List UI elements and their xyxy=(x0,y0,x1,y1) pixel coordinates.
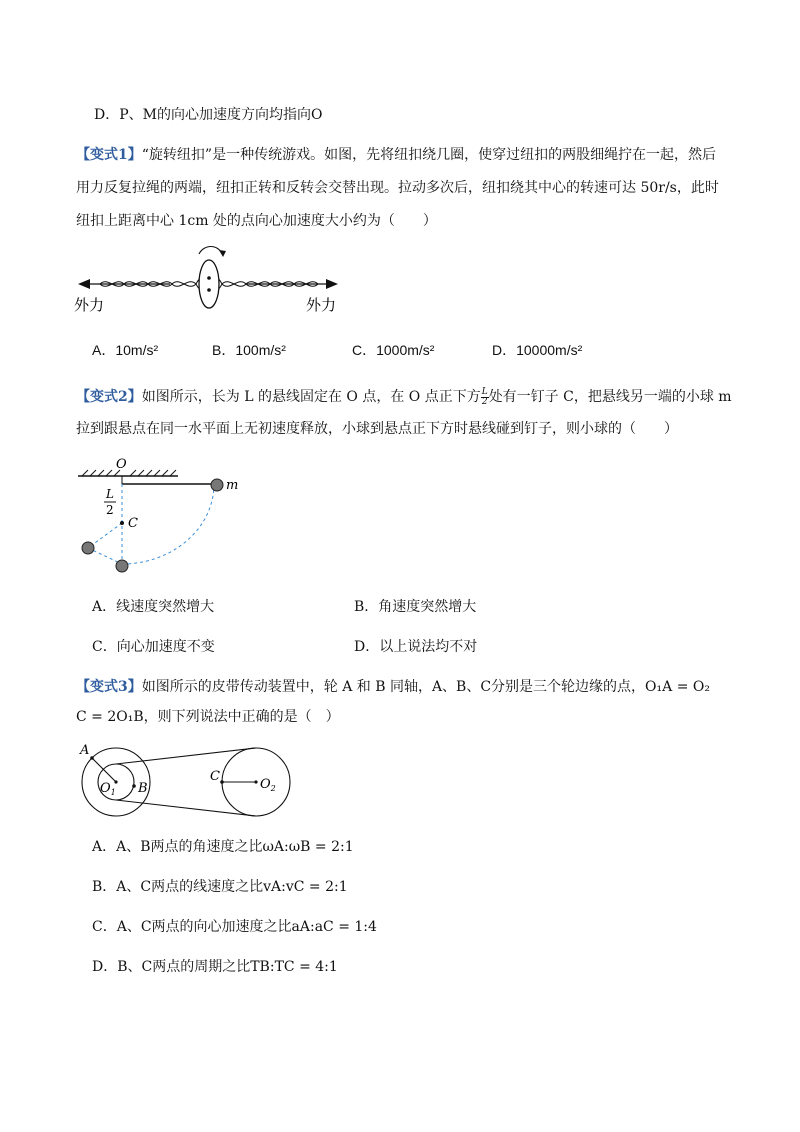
variant-2-text-1a: 如图所示，长为 L 的悬线固定在 O 点，在 O 点正下方 xyxy=(141,389,481,405)
v3-option-c: C．A、C两点的向心加速度之比aA:aC = 1:4 xyxy=(92,919,377,935)
label-o1: $O_1$ xyxy=(100,781,116,797)
variant-2-line-2: 拉到跟悬点在同一水平面上无初速度释放，小球到悬点正下方时悬线碰到钉子，则小球的（ ） xyxy=(76,421,678,437)
variant-2-tag: 【变式2】 xyxy=(76,389,142,405)
v2-option-a: A．线速度突然增大 xyxy=(92,599,215,615)
v1-option-d: D．10000m/s² xyxy=(492,342,583,358)
v1-option-a: A．10m/s² xyxy=(92,342,159,358)
label-o2: $O_2$ xyxy=(260,777,276,793)
variant-3-line-1 xyxy=(76,676,710,696)
v3-option-b: B．A、C两点的线速度之比vA:vC = 2:1 xyxy=(92,879,348,895)
label-c3: C xyxy=(210,769,220,784)
label-c: C xyxy=(128,516,138,531)
label-o: O xyxy=(116,457,127,472)
variant-1-tag: 【变式1】 xyxy=(76,147,142,163)
variant-3-line-2: C = 2O₁B，则下列说法中正确的是（ ） xyxy=(76,709,340,725)
fraction-l-over-2: $\frac{L}{2}$ xyxy=(481,386,488,407)
v3-option-a: A．A、B两点的角速度之比ωA:ωB = 2:1 xyxy=(92,839,354,855)
v2-option-b: B．角速度突然增大 xyxy=(354,599,477,615)
variant-2-text-1b: 处有一钉子 C，把悬线另一端的小球 m xyxy=(488,389,732,405)
v3-option-d: D．B、C两点的周期之比TB:TC = 4:1 xyxy=(92,959,338,975)
v2-option-c: C．向心加速度不变 xyxy=(92,639,215,655)
variant-1-line-3: 纽扣上距离中心 1cm 处的点向心加速度大小约为（ ） xyxy=(76,213,437,229)
variant-1-line-2: 用力反复拉绳的两端，纽扣正转和反转会交替出现。拉动多次后，纽扣绕其中心的转速可达 50r/s，此时 xyxy=(76,180,719,196)
v1-option-c: C．1000m/s² xyxy=(352,342,435,358)
label-b: B xyxy=(138,781,148,796)
label-2: 2 xyxy=(106,503,114,517)
option-d-prev: D．P、M的向心加速度方向均指向O xyxy=(94,107,323,123)
v1-option-b: B．100m/s² xyxy=(212,342,286,358)
force-label-right: 外力 xyxy=(306,296,337,314)
belt-drive-figure xyxy=(76,738,300,818)
variant-3-tag: 【变式3】 xyxy=(76,679,142,695)
label-a: A xyxy=(80,743,90,758)
v2-option-d: D．以上说法均不对 xyxy=(354,639,478,655)
variant-1-text-1: “旋转纽扣”是一种传统游戏。如图，先将纽扣绕几圈，使穿过纽扣的两股细绳拧在一起，然后 xyxy=(141,147,717,163)
button-spin-figure xyxy=(70,238,360,318)
variant-1-line-1 xyxy=(76,144,716,164)
variant-2-line-1 xyxy=(76,386,732,407)
pendulum-figure xyxy=(72,452,262,582)
variant-3-text-1: 如图所示的皮带传动装置中，轮 A 和 B 同轴，A、B、C分别是三个轮边缘的点，O₁A = O₂ xyxy=(141,679,710,695)
label-l: L xyxy=(106,487,114,501)
force-label-left: 外力 xyxy=(74,296,105,314)
label-m: m xyxy=(226,478,239,493)
